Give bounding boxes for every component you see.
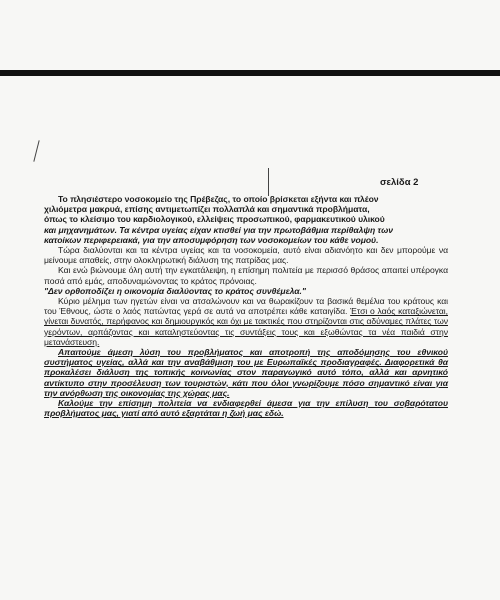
paragraph-5: Απαιτούμε άμεση λύση του προβλήματος και αποτροπή της αποδόμησης του εθνικού συστήματος υγείας, αλλά και την αναβάθμιση του με Ευρωπαϊκές προδιαγραφές. Διαφορετικά θα προκαλέσει διάλυση της τοπικής κοινωνίας στον παραγωγικό αυτό τόπο, αλλά και αρνητικό αντίκτυπο στην προσέλευση των τουριστών, κάτι που όλοι γνωρίζουμε πόσο σημαντικό είναι για την ανόρθωση της οικονομίας της χώρας μας. — [44, 347, 448, 398]
paragraph-1-line-5: κατοίκων περιφερειακά, για την αποσυμφόρηση των νοσοκομείων του κάθε νομού. — [44, 234, 379, 245]
scan-mark — [268, 168, 269, 196]
top-border-bar — [0, 70, 500, 76]
paragraph-1-line-1: Το πλησιέστερο νοσοκομείο της Πρέβεζας, το οποίο βρίσκεται εξήντα και πλέον — [58, 194, 379, 204]
paragraph-4 — [44, 296, 448, 347]
paragraph-1 — [44, 194, 448, 245]
paragraph-1-line-2: χιλιόμετρα μακρυά, επίσης αντιμετωπίζει πολλαπλά και σημαντικά προβλήματα, — [44, 204, 370, 215]
paragraph-6: Καλούμε την επίσημη πολιτεία να ενδιαφερθεί άμεσα για την επίλυση του σοβαρότατου προβλήματος μας, γιατί από αυτό εξαρτάται η ζωή μας εδώ. — [44, 398, 448, 419]
scan-mark — [33, 140, 39, 162]
paragraph-3-quote: "Δεν ορθοποδίζει η οικονομία διαλύοντας το κράτος συνθέμελα." — [44, 285, 306, 296]
paragraph-1-line-4: και μηχανημάτων. Τα κέντρα υγείας είχαν κτισθεί για την πρωτοβάθμια περίθαλψη των — [44, 224, 393, 235]
paragraph-4-part-2: Έτσι ο λαός καταξιώνεται, γίνεται δυνατός, περήφανος και δημιουργικός και όχι με τακτικές που στηρίζονται στις αδύναμες πλάτες των γερόντων, αρπάζοντας και καταληστεύοντας τις συντάξεις τους και εξωθώντας τα νέα παιδιά στην μετανάστευση. — [44, 306, 449, 347]
paragraph-1-line-3: όπως το κλείσιμο του καρδιολογικού, ελλείψεις προσωπικού, φαρμακευτικού υλικού — [44, 214, 385, 225]
document-body — [44, 194, 448, 418]
page-number: σελίδα 2 — [380, 177, 419, 188]
paragraph-3: Και ενώ βιώνουμε όλη αυτή την εγκατάλειψη, η επίσημη πολιτεία με περισσό θράσος απαιτεί υπέρογκα ποσά από εμάς, αποδυναμώνοντας το κράτος πρόνοιας. — [44, 265, 448, 286]
paragraph-4-part-1: Κύριο μέλημα των ηγετών είναι να ατσαλώνουν και να θωρακίζουν τα βασικά θεμέλια του κράτους και του Έθνους, ώστε ο λαός πατώντας γερά σε αυτά να αποτρέπει κάθε καταιγίδα. — [44, 296, 448, 317]
paragraph-2: Τώρα διαλύονται και τα κέντρα υγείας και τα νοσοκομεία, αυτό είναι αδιανόητο και δεν μπορούμε να μείνουμε απαθείς, στην ολοκληρωτική διάλυση της πατρίδας μας. — [44, 245, 448, 266]
